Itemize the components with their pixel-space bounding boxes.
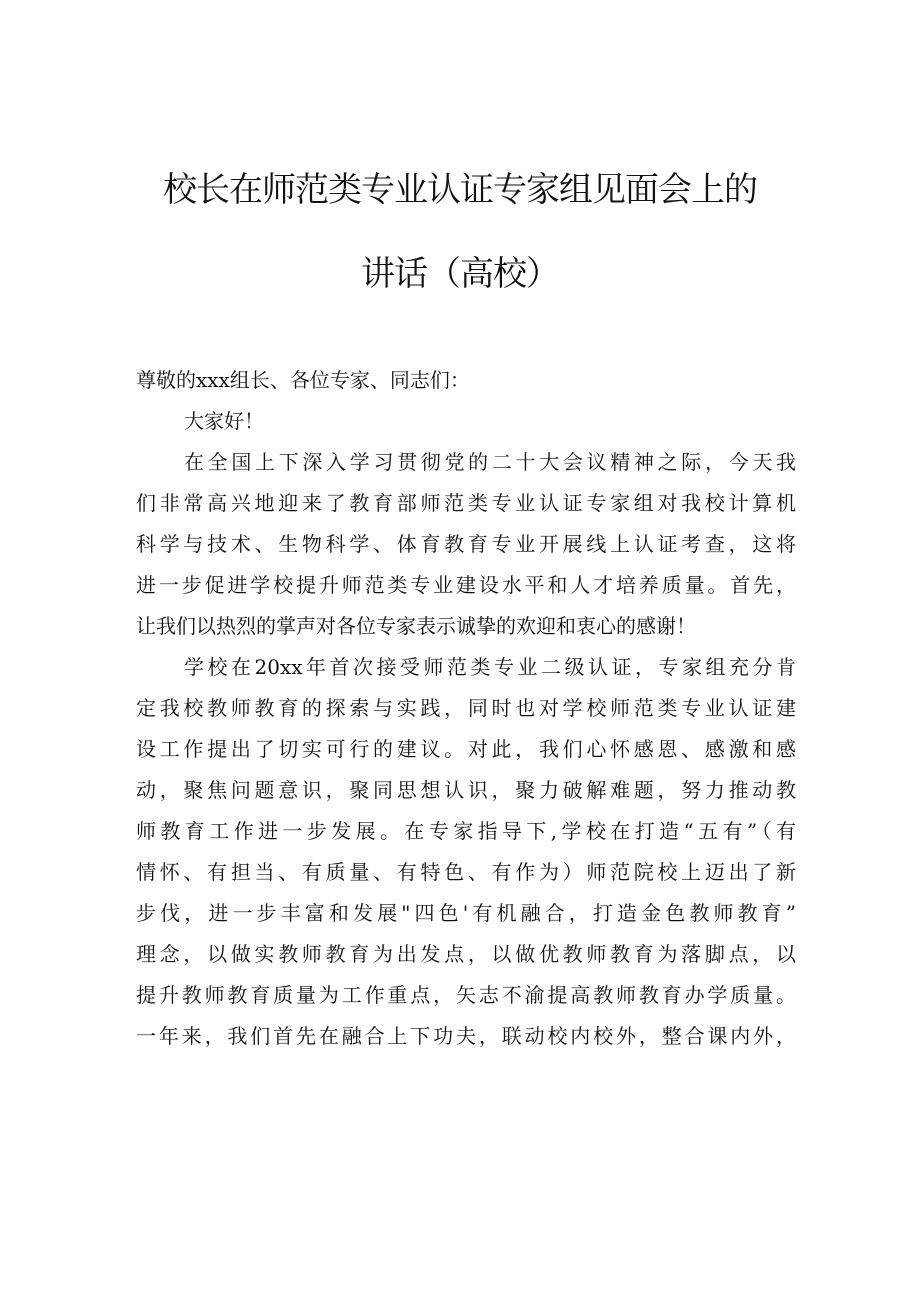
- paragraph-2-line: 情怀、有担当、有质量、有特色、有作为）师范院校上迈出了新: [136, 860, 796, 884]
- paragraph-2-line: 提升教师教育质量为工作重点，矢志不渝提高教师教育办学质量。: [136, 983, 796, 1007]
- salutation-line: 尊敬的xxx组长、各位专家、同志们：: [136, 368, 470, 392]
- paragraph-1-line: 们非常高兴地迎来了教育部师范类专业认证专家组对我校计算机: [136, 491, 796, 515]
- paragraph-1-line: 在全国上下深入学习贯彻党的二十大会议精神之际，今天我: [184, 450, 796, 474]
- document-title-line-1: 校长在师范类专业认证专家组见面会上的: [163, 170, 757, 210]
- paragraph-2-line: 学校在20xx年首次接受师范类专业二级认证，专家组充分肯: [184, 655, 796, 679]
- paragraph-2-line: 师教育工作进一步发展。在专家指导下,学校在打造“五有”（有: [136, 819, 796, 843]
- paragraph-2-line: 动，聚焦问题意识，聚同思想认识，聚力破解难题，努力推动教: [136, 778, 796, 802]
- paragraph-1-line: 科学与技术、生物科学、体育教育专业开展线上认证考查，这将: [136, 532, 796, 556]
- document-body: [136, 360, 796, 1057]
- paragraph-2-line: 步伐，进一步丰富和发展"四色'有机融合，打造金色教师教育”: [136, 901, 796, 925]
- paragraph-2-line: 一年来，我们首先在融合上下功夫，联动校内校外，整合课内外，: [136, 1024, 796, 1048]
- greeting-line: 大家好！: [184, 409, 264, 433]
- paragraph-1-line: 进一步促进学校提升师范类专业建设水平和人才培养质量。首先，: [136, 573, 796, 597]
- paragraph-2-line: 定我校教师教育的探索与实践，同时也对学校师范类专业认证建: [136, 696, 796, 720]
- paragraph-2-line: 理念，以做实教师教育为出发点，以做优教师教育为落脚点，以: [136, 942, 796, 966]
- paragraph-1-line: 让我们以热烈的掌声对各位专家表示诚挚的欢迎和衷心的感谢！: [136, 614, 696, 638]
- paragraph-2-line: 设工作提出了切实可行的建议。对此，我们心怀感恩、感激和感: [136, 737, 796, 761]
- document-title-line-2: 讲话（高校）: [361, 254, 559, 294]
